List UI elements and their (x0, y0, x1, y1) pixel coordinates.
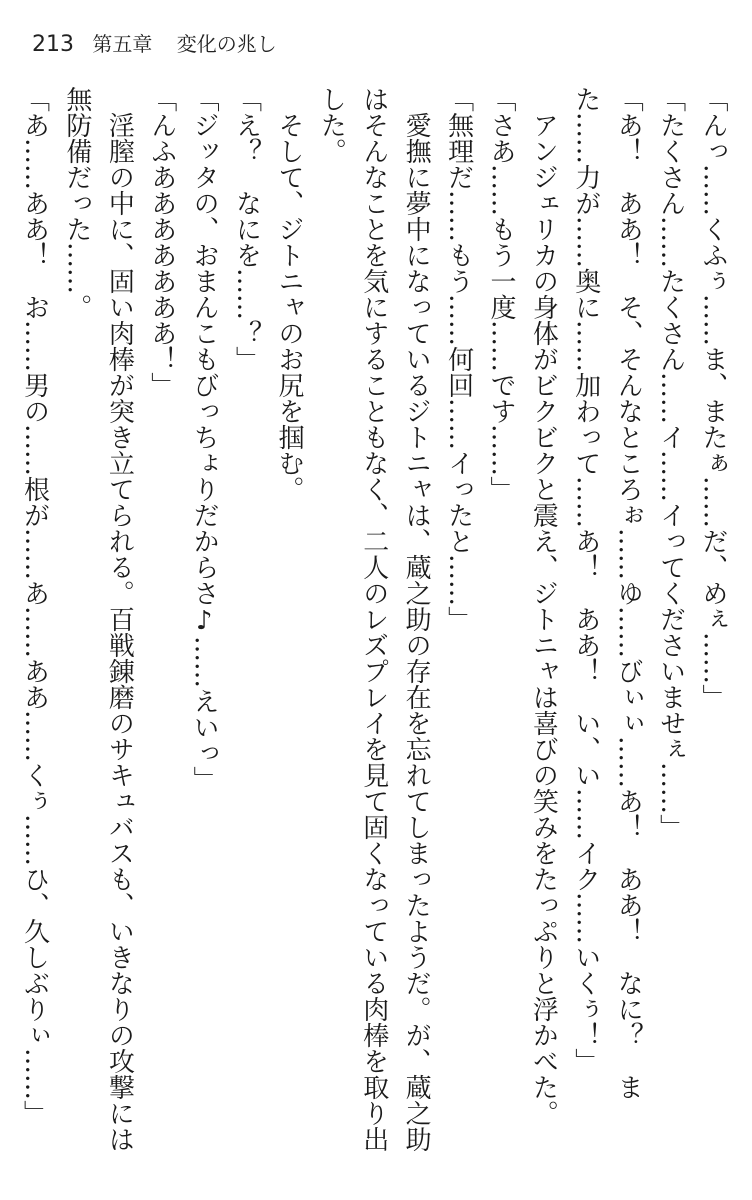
paragraph: 「たくさん……たくさん……イ……イってくださいませぇ……」 (655, 86, 686, 840)
paragraph: 「さあ……もう一度……です……」 (485, 86, 516, 502)
paragraph: アンジェリカの身体がビクビクと震え、ジトニャは喜びの笑みをたっぷりと浮かべた。 (528, 86, 559, 1126)
page-number: 213 (32, 32, 74, 57)
paragraph: 「無理だ……もう……何回……イったと……」 (443, 86, 474, 632)
paragraph: 「んふあああああああ！」 (146, 86, 177, 398)
paragraph: 「ジッタの、おまんこもびっちょりだからさ♪……えいっ」 (189, 86, 220, 792)
paragraph: 「え？ なにを……？」 (231, 86, 262, 372)
chapter-label: 第五章 (92, 32, 153, 56)
paragraph: 「んっ……くふぅ……ま、またぁ……だ、めぇ……」 (698, 86, 728, 710)
paragraph: 淫膣の中に、固い肉棒が突き立てられる。百戦錬磨のサキュバスも、いきなりの攻撃には無防備だった……。 (61, 86, 135, 1152)
paragraph: そして、ジトニャのお尻を掴む。 (273, 86, 304, 502)
vertical-body-text (19, 86, 734, 1171)
paragraph: 「あ……ああ！ お……男の……根が……あ……ああ……くぅ……ひ、久しぶりぃ……」 (19, 86, 50, 1126)
paragraph: 「あ！ ああ！ そ、そんなところぉ……ゆ……びぃぃ……あ！ ああ！ なに？ また……力が……奥に……加わって……あ！ ああ！ い、い……イク……いくぅ！」 (570, 86, 644, 1100)
chapter-title: 変化の兆し (176, 32, 277, 56)
paragraph: 愛撫に夢中になっているジトニャは、蔵之助の存在を忘れてしまったようだ。が、蔵之助はそんなことを気にすることもなく、二人のレズプレイを見て固くなっている肉棒を取り出した。 (316, 86, 432, 1152)
running-header (32, 28, 277, 57)
